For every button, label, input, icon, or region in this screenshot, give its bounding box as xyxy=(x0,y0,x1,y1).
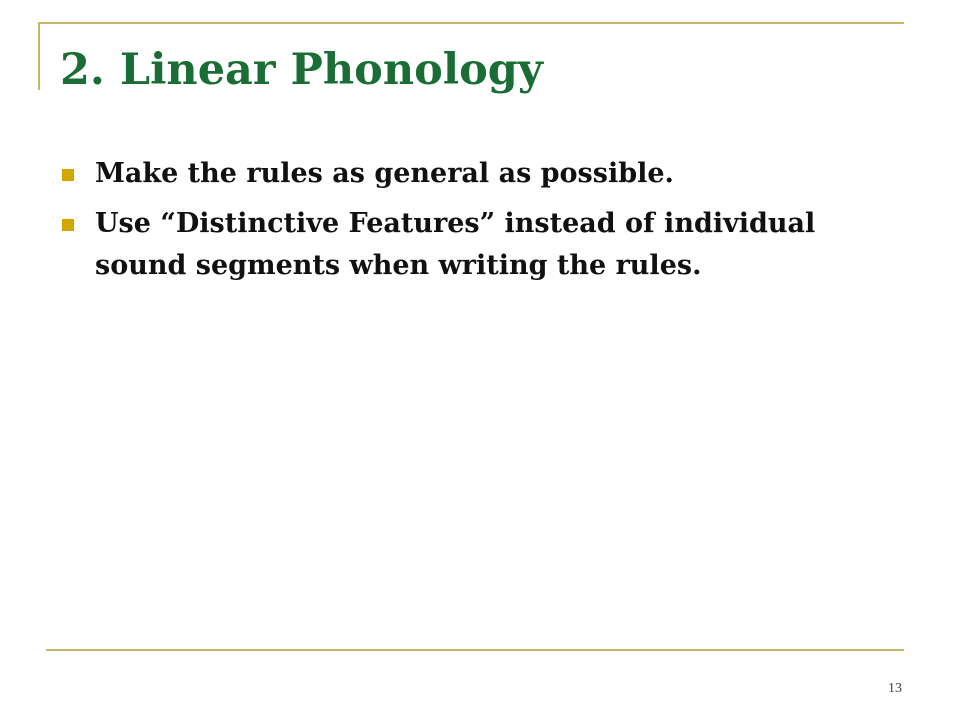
slide-number: 13 xyxy=(888,681,902,696)
top-rule xyxy=(38,22,904,24)
square-bullet-icon xyxy=(62,219,74,231)
bullet-list xyxy=(60,153,850,295)
bullet-text: Use “Distinctive Features” instead of individual sound segments when writing the rules. xyxy=(95,208,816,281)
left-rule xyxy=(38,22,40,90)
square-bullet-icon xyxy=(62,169,74,181)
bullet-item-distinctive-features xyxy=(60,203,850,287)
bullet-item-general-rules xyxy=(60,153,850,195)
slide-title: 2. Linear Phonology xyxy=(60,45,543,95)
bullet-text: Make the rules as general as possible. xyxy=(95,158,674,189)
bottom-rule xyxy=(46,649,904,651)
